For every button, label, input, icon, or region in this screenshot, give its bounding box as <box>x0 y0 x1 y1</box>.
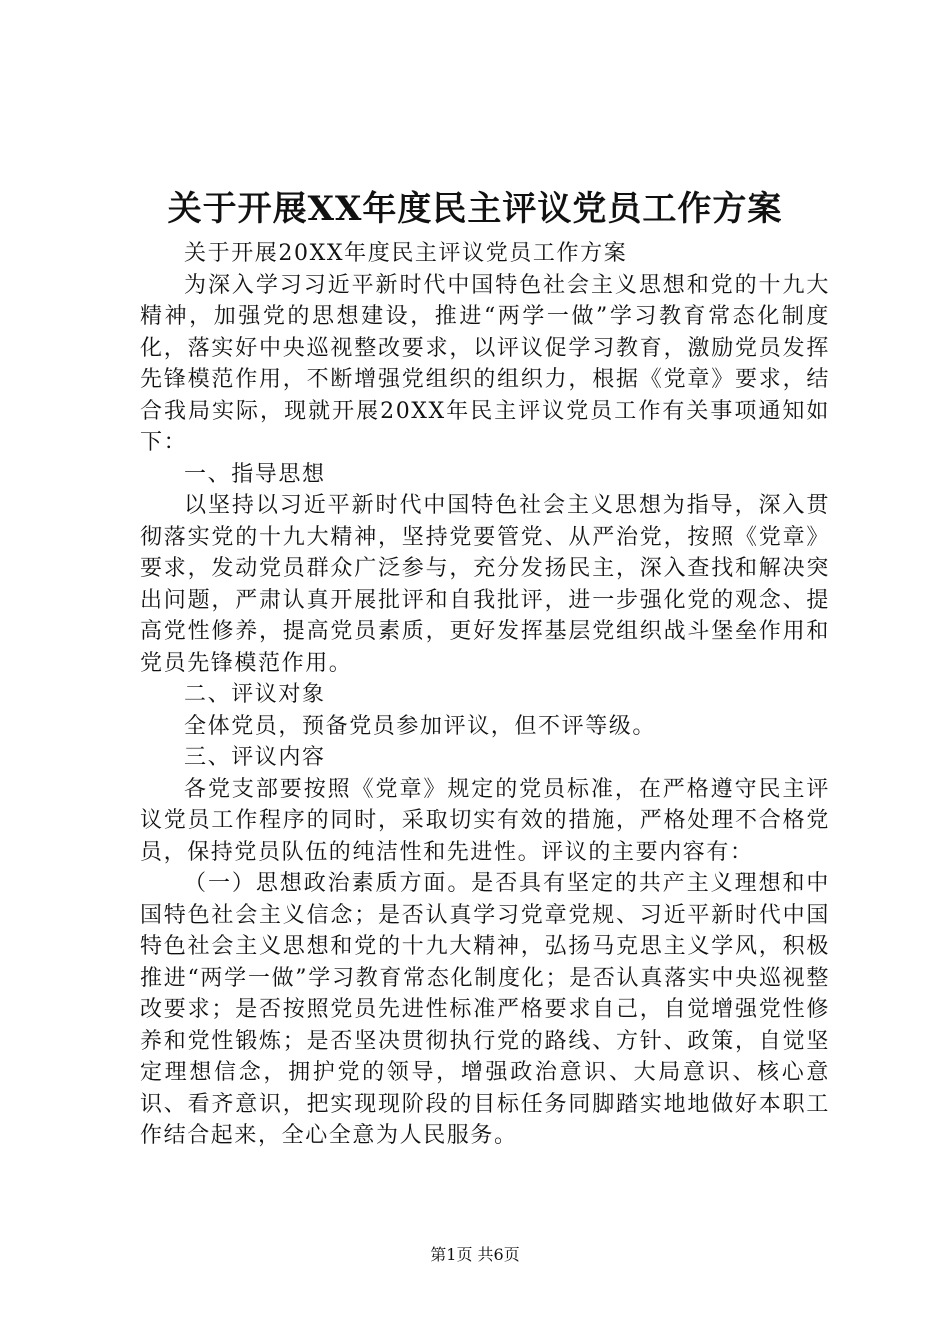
political-quality-paragraph: （一）思想政治素质方面。是否具有坚定的共产主义理想和中国特色社会主义信念；是否认真学习党章党规、习近平新时代中国特色社会主义思想和党的十九大精神，弘扬马克思主义学风，积极推进“两学一做”学习教育常态化制度化；是否认真落实中央巡视整改要求；是否按照党员先进性标准严格要求自己，自觉增强党性修养和党性锻炼；是否坚决贯彻执行党的路线、方针、政策，自觉坚定理想信念，拥护党的领导，增强政治意识、大局意识、核心意识、看齐意识，把实现现阶段的目标任务同脚踏实地地做好本职工作结合起来，全心全意为人民服务。 <box>140 871 830 1148</box>
evaluation-target-paragraph: 全体党员，预备党员参加评议，但不评等级。 <box>184 713 657 739</box>
section-heading-evaluation-content: 三、评议内容 <box>184 745 326 770</box>
section-heading-guiding-ideology: 一、指导思想 <box>184 461 326 487</box>
intro-paragraph: 为深入学习习近平新时代中国特色社会主义思想和党的十九大精神，加强党的思想建设，推进“两学一做”学习教育常态化制度化，落实好中央巡视整改要求，以评议促学习教育，激励党员发挥先锋模范作用，不断增强党组织的组织力，根据《党章》要求，结合我局实际，现就开展20XX年民主评议党员工作有关事项通知如下： <box>140 272 830 455</box>
subtitle-paragraph: 关于开展20XX年度民主评议党员工作方案 <box>184 241 628 266</box>
section-heading-evaluation-target: 二、评议对象 <box>184 682 326 707</box>
page-number-footer: 第1页 共6页 <box>430 1245 520 1264</box>
guiding-ideology-paragraph: 以坚持以习近平新时代中国特色社会主义思想为指导，深入贯彻落实党的十九大精神，坚持党要管党、从严治党，按照《党章》要求，发动党员群众广泛参与，充分发扬民主，深入查找和解决突出问题，严肃认真开展批评和自我批评，进一步强化党的观念、提高党性修养，提高党员素质，更好发挥基层党组织战斗堡垒作用和党员先锋模范作用。 <box>140 493 830 676</box>
document-title: 关于开展XX年度民主评议党员工作方案 <box>167 189 783 229</box>
document-body <box>140 238 830 1152</box>
evaluation-content-paragraph: 各党支部要按照《党章》规定的党员标准，在严格遵守民主评议党员工作程序的同时，采取切实有效的措施，严格处理不合格党员，保持党员队伍的纯洁性和先进性。评议的主要内容有： <box>140 776 830 865</box>
